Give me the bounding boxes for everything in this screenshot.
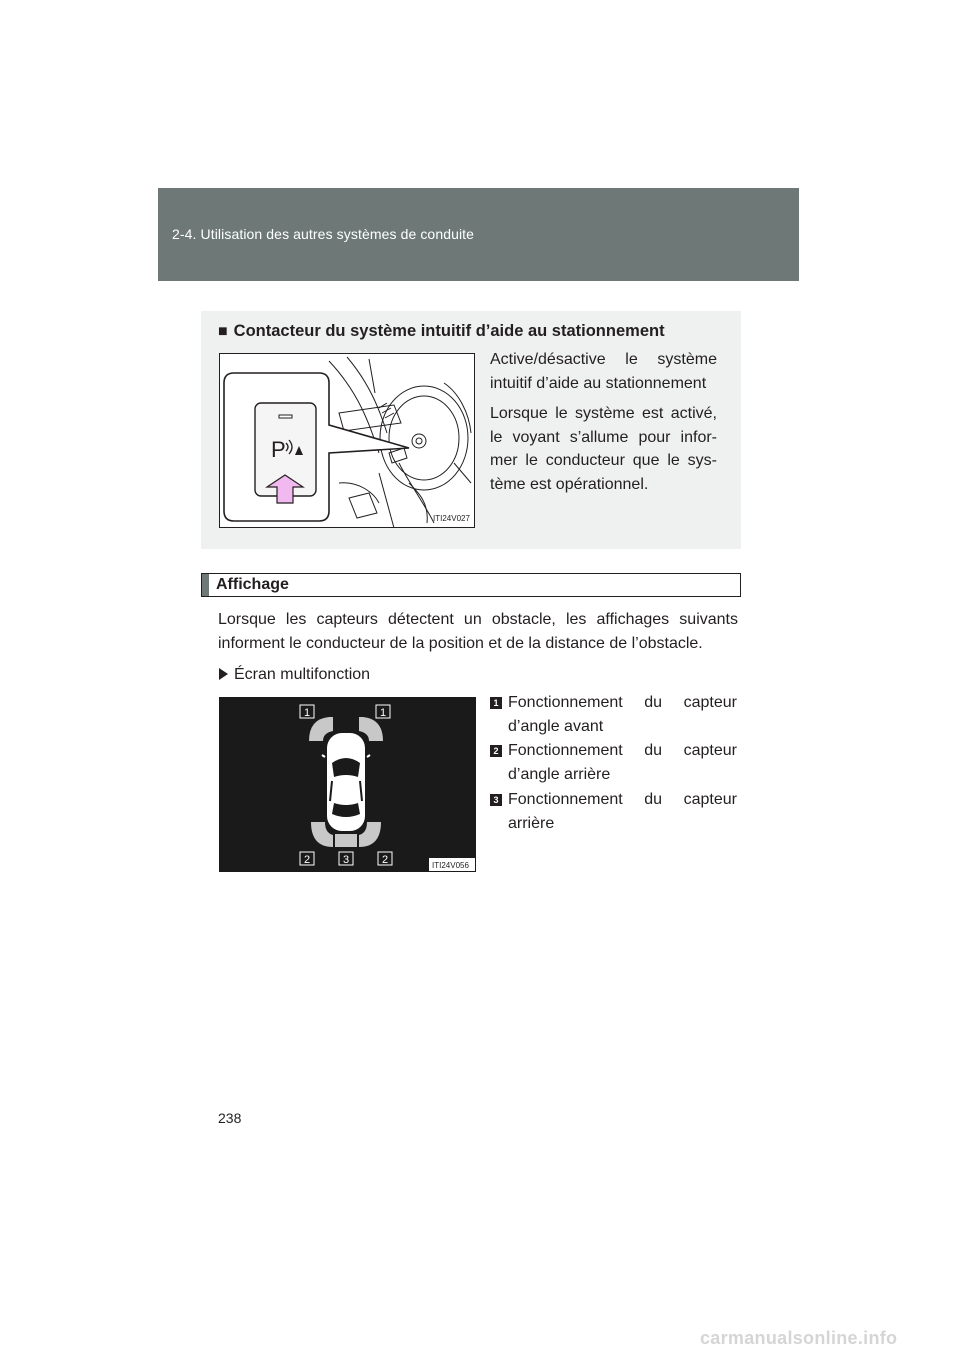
svg-text:2: 2 [304, 854, 311, 866]
display-section-title: Affichage [216, 576, 289, 593]
rear-center-sensor [335, 834, 357, 847]
section-accent [202, 574, 209, 596]
svg-text:1: 1 [304, 707, 311, 719]
figure-code-1: ITI24V027 [433, 514, 470, 523]
legend-number: 1 [490, 697, 502, 709]
display-intro: Lorsque les capteurs détectent un obstacle, les affichages suivants informent le conducteur de la position et de la distance de l’obstacle. [218, 611, 738, 652]
legend-text: Fonctionnement du capteur arrière [508, 791, 737, 832]
switch-description-2: Lorsque le système est activé, le voyant s’allume pour infor-mer le conducteur que le sys-tème est opérationnel. [490, 405, 717, 493]
page-number: 238 [218, 1110, 242, 1126]
parking-switch-p-label: P [271, 437, 286, 462]
switch-heading-text: Contacteur du système intuitif d’aide au stationnement [233, 322, 665, 340]
svg-text:1: 1 [380, 707, 387, 719]
switch-location-figure [219, 353, 475, 528]
multi-display-subitem [219, 666, 370, 684]
heading-square-icon: ■ [218, 323, 228, 340]
figure-code-2: ITI24V056 [432, 861, 469, 870]
triangle-bullet-icon [219, 668, 228, 680]
sub-item-label: Écran multifonction [234, 666, 371, 683]
legend-item [490, 691, 737, 738]
legend-text: Fonctionnement du capteur d’angle arrière [508, 742, 737, 783]
svg-text:2: 2 [382, 854, 389, 866]
display-section-bar [201, 573, 741, 597]
switch-description-1: Active/désactive le système intuitif d’aide au stationnement [490, 351, 717, 392]
svg-text:3: 3 [343, 854, 350, 866]
watermark: carmanualsonline.info [700, 1328, 898, 1348]
legend-number: 3 [490, 794, 502, 806]
switch-heading [218, 322, 665, 341]
legend-item [490, 788, 737, 835]
multi-display-figure [219, 697, 476, 872]
legend-number: 2 [490, 745, 502, 757]
legend-text: Fonctionnement du capteur d’angle avant [508, 694, 737, 735]
section-label: 2-4. Utilisation des autres systèmes de conduite [172, 226, 475, 242]
car-icon [322, 733, 370, 831]
legend-item [490, 739, 737, 786]
header-band [158, 188, 799, 281]
